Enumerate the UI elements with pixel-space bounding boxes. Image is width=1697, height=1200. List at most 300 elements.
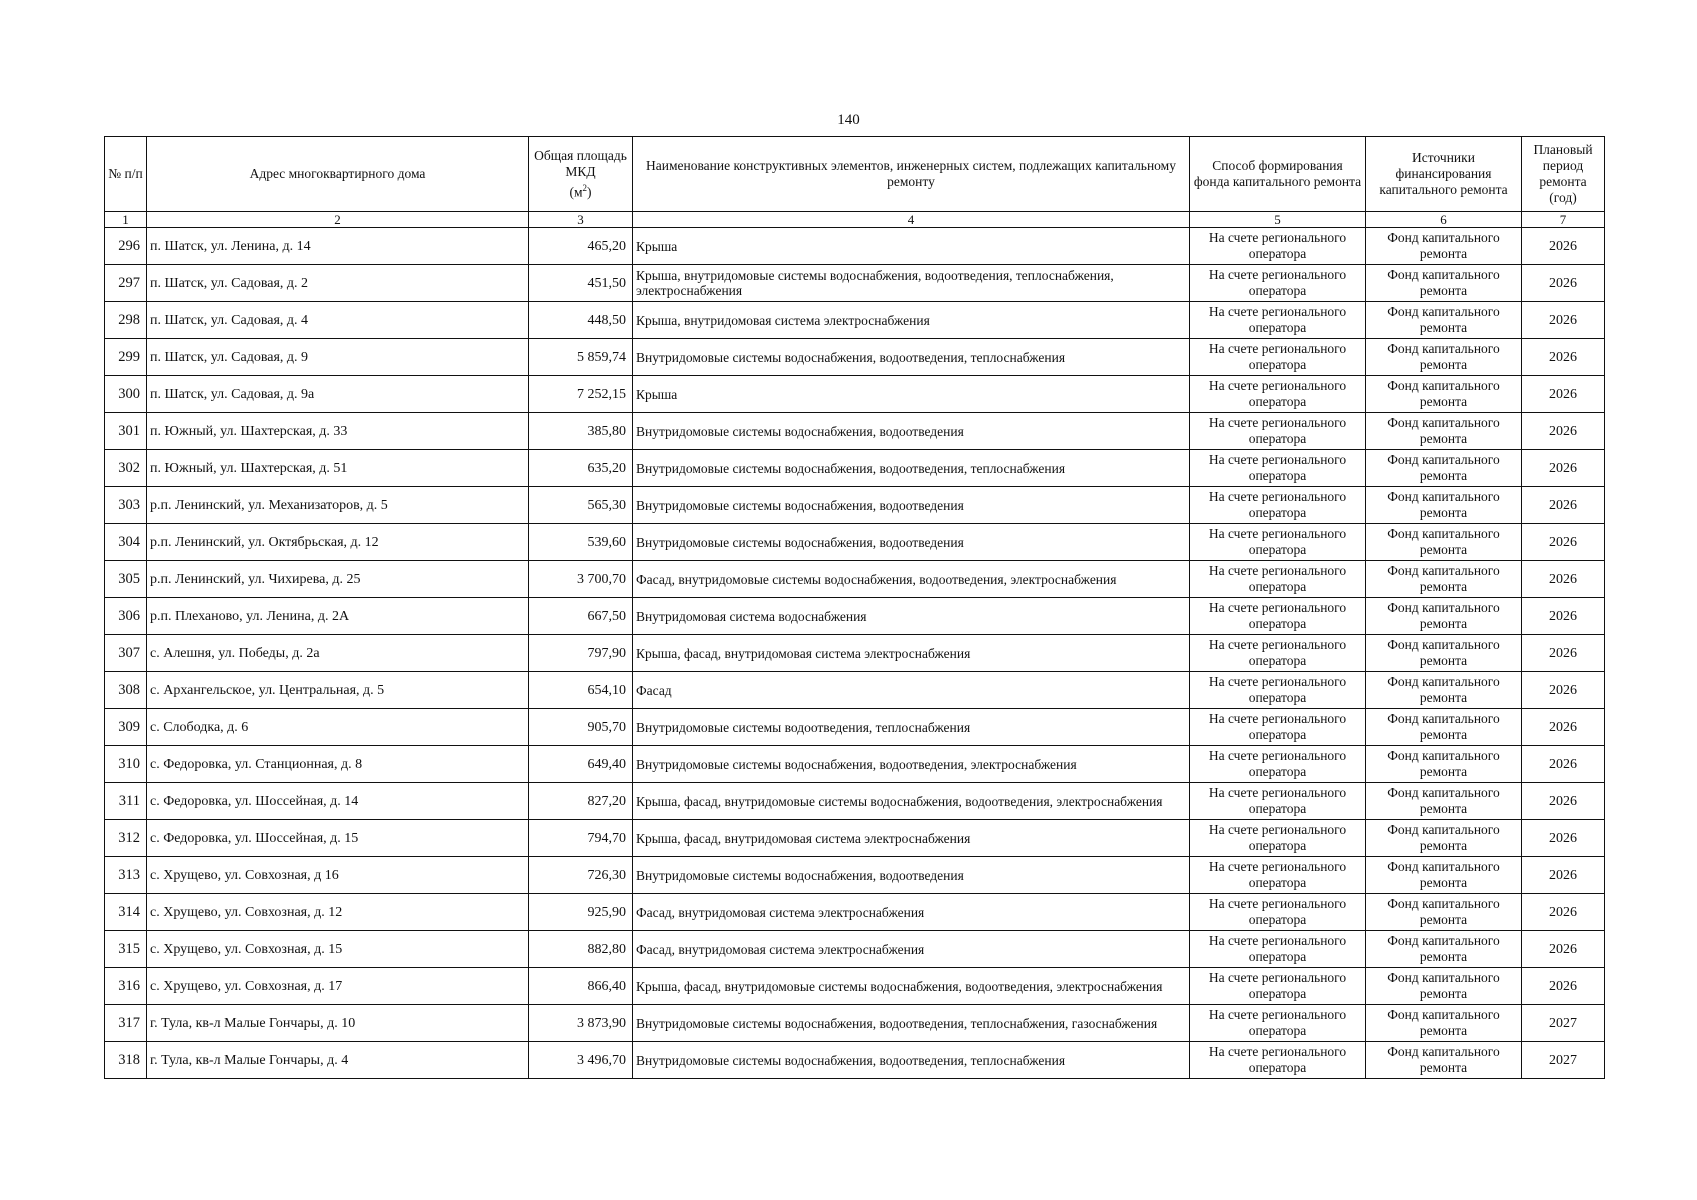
row-method (1190, 931, 1366, 968)
row-year: 2026 (1522, 561, 1605, 598)
row-source-line1: Фонд капитального (1387, 785, 1500, 800)
row-source-line2: ремонта (1419, 838, 1468, 853)
row-source-line2: ремонта (1419, 653, 1468, 668)
header-source: Источники финансирования капитального ремонта (1366, 137, 1522, 212)
column-number: 7 (1522, 212, 1605, 228)
table-row (105, 561, 1605, 598)
row-address: с. Хрущево, ул. Совхозная, д 16 (147, 857, 529, 894)
row-source-line1: Фонд капитального (1387, 526, 1500, 541)
row-elements: Фасад, внутридомовая система электроснабжения (633, 931, 1190, 968)
row-elements: Внутридомовые системы водоснабжения, водоотведения (633, 413, 1190, 450)
row-source-line1: Фонд капитального (1387, 415, 1500, 430)
row-source-line2: ремонта (1419, 394, 1468, 409)
row-number: 308 (105, 672, 147, 709)
row-method-line2: оператора (1248, 616, 1307, 631)
row-source (1366, 339, 1522, 376)
table-header (105, 137, 1605, 228)
row-method (1190, 635, 1366, 672)
row-source (1366, 413, 1522, 450)
row-source-line1: Фонд капитального (1387, 230, 1500, 245)
row-source-line1: Фонд капитального (1387, 563, 1500, 578)
table-row (105, 894, 1605, 931)
row-area: 565,30 (529, 487, 633, 524)
table-row (105, 635, 1605, 672)
row-number: 300 (105, 376, 147, 413)
row-address: р.п. Ленинский, ул. Механизаторов, д. 5 (147, 487, 529, 524)
row-method-line1: На счете регионального (1208, 1044, 1347, 1059)
row-area: 866,40 (529, 968, 633, 1005)
row-number: 307 (105, 635, 147, 672)
row-method-line1: На счете регионального (1208, 378, 1347, 393)
row-year: 2026 (1522, 376, 1605, 413)
row-source-line2: ремонта (1419, 727, 1468, 742)
row-method-line1: На счете регионального (1208, 896, 1347, 911)
row-source-line1: Фонд капитального (1387, 896, 1500, 911)
header-area-unit-base: (м (569, 184, 583, 200)
page-number: 140 (837, 112, 860, 128)
row-method (1190, 709, 1366, 746)
row-method-line1: На счете регионального (1208, 600, 1347, 615)
row-number: 317 (105, 1005, 147, 1042)
row-area: 385,80 (529, 413, 633, 450)
row-method-line1: На счете регионального (1208, 230, 1347, 245)
row-number: 299 (105, 339, 147, 376)
row-number: 313 (105, 857, 147, 894)
row-year: 2026 (1522, 413, 1605, 450)
row-elements: Внутридомовая система водоснабжения (633, 598, 1190, 635)
row-year: 2026 (1522, 931, 1605, 968)
header-method: Способ формирования фонда капитального ремонта (1190, 137, 1366, 212)
table-row (105, 1005, 1605, 1042)
row-address: п. Южный, ул. Шахтерская, д. 33 (147, 413, 529, 450)
row-method-line1: На счете регионального (1208, 1007, 1347, 1022)
row-source-line1: Фонд капитального (1387, 637, 1500, 652)
row-method-line1: На счете регионального (1208, 822, 1347, 837)
row-source-line2: ремонта (1419, 1060, 1468, 1075)
row-method-line1: На счете регионального (1208, 563, 1347, 578)
row-source-line2: ремонта (1419, 579, 1468, 594)
header-area-unit-sup: 2 (582, 182, 588, 193)
row-method (1190, 265, 1366, 302)
row-year: 2027 (1522, 1042, 1605, 1079)
row-year: 2026 (1522, 968, 1605, 1005)
row-address: р.п. Ленинский, ул. Октябрьская, д. 12 (147, 524, 529, 561)
row-method-line2: оператора (1248, 1023, 1307, 1038)
row-method (1190, 672, 1366, 709)
row-method (1190, 561, 1366, 598)
row-address: г. Тула, кв-л Малые Гончары, д. 10 (147, 1005, 529, 1042)
row-address: с. Архангельское, ул. Центральная, д. 5 (147, 672, 529, 709)
row-address: п. Шатск, ул. Садовая, д. 4 (147, 302, 529, 339)
row-year: 2026 (1522, 820, 1605, 857)
column-number: 3 (529, 212, 633, 228)
row-source (1366, 931, 1522, 968)
row-method-line1: На счете регионального (1208, 748, 1347, 763)
row-area: 827,20 (529, 783, 633, 820)
row-source-line2: ремонта (1419, 357, 1468, 372)
row-number: 302 (105, 450, 147, 487)
row-area: 7 252,15 (529, 376, 633, 413)
row-method-line2: оператора (1248, 912, 1307, 927)
table-row (105, 228, 1605, 265)
row-method (1190, 413, 1366, 450)
row-elements: Крыша, фасад, внутридомовая система электроснабжения (633, 820, 1190, 857)
column-number: 2 (147, 212, 529, 228)
row-elements: Крыша, фасад, внутридомовые системы водоснабжения, водоотведения, электроснабжения (633, 783, 1190, 820)
row-method-line2: оператора (1248, 838, 1307, 853)
row-method (1190, 376, 1366, 413)
row-year: 2026 (1522, 894, 1605, 931)
row-address: р.п. Плеханово, ул. Ленина, д. 2А (147, 598, 529, 635)
row-source-line1: Фонд капитального (1387, 933, 1500, 948)
row-address: с. Федоровка, ул. Станционная, д. 8 (147, 746, 529, 783)
column-number: 1 (105, 212, 147, 228)
row-number: 297 (105, 265, 147, 302)
row-source (1366, 228, 1522, 265)
row-method (1190, 857, 1366, 894)
row-year: 2026 (1522, 746, 1605, 783)
row-year: 2026 (1522, 857, 1605, 894)
row-method (1190, 450, 1366, 487)
table-row (105, 487, 1605, 524)
row-number: 305 (105, 561, 147, 598)
row-method (1190, 524, 1366, 561)
table-row (105, 709, 1605, 746)
row-elements: Внутридомовые системы водоснабжения, водоотведения (633, 857, 1190, 894)
column-number: 4 (633, 212, 1190, 228)
table-row (105, 1042, 1605, 1079)
row-method (1190, 339, 1366, 376)
row-address: с. Федоровка, ул. Шоссейная, д. 14 (147, 783, 529, 820)
row-area: 794,70 (529, 820, 633, 857)
row-address: п. Шатск, ул. Садовая, д. 9 (147, 339, 529, 376)
row-method (1190, 783, 1366, 820)
row-address: с. Хрущево, ул. Совхозная, д. 12 (147, 894, 529, 931)
row-source (1366, 820, 1522, 857)
row-method-line2: оператора (1248, 727, 1307, 742)
row-area: 3 873,90 (529, 1005, 633, 1042)
row-year: 2026 (1522, 635, 1605, 672)
row-method (1190, 302, 1366, 339)
row-source-line1: Фонд капитального (1387, 859, 1500, 874)
row-area: 654,10 (529, 672, 633, 709)
row-method-line1: На счете регионального (1208, 267, 1347, 282)
row-address: п. Шатск, ул. Ленина, д. 14 (147, 228, 529, 265)
row-address: п. Шатск, ул. Садовая, д. 2 (147, 265, 529, 302)
row-area: 465,20 (529, 228, 633, 265)
table-body (105, 228, 1605, 1079)
table-row (105, 339, 1605, 376)
row-number: 303 (105, 487, 147, 524)
row-area: 539,60 (529, 524, 633, 561)
row-elements: Внутридомовые системы водоснабжения, водоотведения (633, 524, 1190, 561)
row-method (1190, 598, 1366, 635)
row-area: 882,80 (529, 931, 633, 968)
row-source-line2: ремонта (1419, 431, 1468, 446)
table-row (105, 746, 1605, 783)
row-address: с. Слободка, д. 6 (147, 709, 529, 746)
row-source-line2: ремонта (1419, 246, 1468, 261)
row-source (1366, 709, 1522, 746)
row-method-line1: На счете регионального (1208, 637, 1347, 652)
row-method-line1: На счете регионального (1208, 452, 1347, 467)
row-method-line1: На счете регионального (1208, 859, 1347, 874)
row-number: 304 (105, 524, 147, 561)
row-source (1366, 598, 1522, 635)
row-source (1366, 635, 1522, 672)
row-source-line2: ремонта (1419, 949, 1468, 964)
row-source (1366, 450, 1522, 487)
row-source-line1: Фонд капитального (1387, 748, 1500, 763)
table-row (105, 783, 1605, 820)
row-year: 2026 (1522, 228, 1605, 265)
row-source-line2: ремонта (1419, 1023, 1468, 1038)
header-period: Плановый период ремонта (год) (1522, 137, 1605, 212)
row-elements: Внутридомовые системы водоснабжения, водоотведения, теплоснабжения, газоснабжения (633, 1005, 1190, 1042)
row-year: 2026 (1522, 524, 1605, 561)
table-row (105, 820, 1605, 857)
row-year: 2026 (1522, 265, 1605, 302)
row-method-line2: оператора (1248, 875, 1307, 890)
row-source-line1: Фонд капитального (1387, 341, 1500, 356)
row-method (1190, 894, 1366, 931)
repair-schedule-table (104, 136, 1605, 1079)
row-year: 2026 (1522, 339, 1605, 376)
row-source (1366, 672, 1522, 709)
row-method-line2: оператора (1248, 468, 1307, 483)
row-elements: Внутридомовые системы водоснабжения, водоотведения, теплоснабжения (633, 1042, 1190, 1079)
row-source-line2: ремонта (1419, 690, 1468, 705)
row-method (1190, 1042, 1366, 1079)
table-row (105, 413, 1605, 450)
row-address: п. Шатск, ул. Садовая, д. 9а (147, 376, 529, 413)
row-method-line2: оператора (1248, 542, 1307, 557)
row-number: 298 (105, 302, 147, 339)
row-number: 296 (105, 228, 147, 265)
row-source-line2: ремонта (1419, 875, 1468, 890)
row-area: 635,20 (529, 450, 633, 487)
row-method-line2: оператора (1248, 431, 1307, 446)
row-number: 316 (105, 968, 147, 1005)
header-row (105, 137, 1605, 212)
row-year: 2026 (1522, 598, 1605, 635)
row-number: 301 (105, 413, 147, 450)
row-method-line1: На счете регионального (1208, 933, 1347, 948)
row-year: 2026 (1522, 709, 1605, 746)
row-source-line2: ремонта (1419, 764, 1468, 779)
row-source (1366, 1042, 1522, 1079)
row-source-line2: ремонта (1419, 505, 1468, 520)
header-area (529, 137, 633, 212)
row-source (1366, 561, 1522, 598)
row-method-line2: оператора (1248, 653, 1307, 668)
row-elements: Фасад, внутридомовые системы водоснабжения, водоотведения, электроснабжения (633, 561, 1190, 598)
row-number: 306 (105, 598, 147, 635)
row-method-line2: оператора (1248, 320, 1307, 335)
table-row (105, 376, 1605, 413)
row-source (1366, 746, 1522, 783)
row-area: 5 859,74 (529, 339, 633, 376)
row-year: 2026 (1522, 783, 1605, 820)
row-source-line2: ремонта (1419, 468, 1468, 483)
row-method-line1: На счете регионального (1208, 970, 1347, 985)
row-elements: Крыша (633, 228, 1190, 265)
row-address: р.п. Ленинский, ул. Чихирева, д. 25 (147, 561, 529, 598)
row-source (1366, 265, 1522, 302)
row-address: г. Тула, кв-л Малые Гончары, д. 4 (147, 1042, 529, 1079)
row-source-line2: ремонта (1419, 986, 1468, 1001)
row-elements: Крыша, внутридомовая система электроснабжения (633, 302, 1190, 339)
row-method-line2: оператора (1248, 801, 1307, 816)
row-source (1366, 376, 1522, 413)
row-source-line2: ремонта (1419, 283, 1468, 298)
row-method-line1: На счете регионального (1208, 674, 1347, 689)
row-source-line2: ремонта (1419, 912, 1468, 927)
row-elements: Крыша (633, 376, 1190, 413)
row-elements: Крыша, внутридомовые системы водоснабжения, водоотведения, теплоснабжения, электроснабжения (633, 265, 1190, 302)
row-source (1366, 857, 1522, 894)
row-method (1190, 968, 1366, 1005)
row-source-line1: Фонд капитального (1387, 452, 1500, 467)
row-method-line1: На счете регионального (1208, 785, 1347, 800)
row-area: 3 496,70 (529, 1042, 633, 1079)
row-method-line1: На счете регионального (1208, 489, 1347, 504)
row-year: 2026 (1522, 672, 1605, 709)
row-elements: Фасад (633, 672, 1190, 709)
row-source-line1: Фонд капитального (1387, 600, 1500, 615)
row-source (1366, 1005, 1522, 1042)
header-area-unit-close: ) (587, 184, 592, 200)
column-number: 5 (1190, 212, 1366, 228)
row-area: 797,90 (529, 635, 633, 672)
row-source-line2: ремонта (1419, 320, 1468, 335)
row-method-line2: оператора (1248, 283, 1307, 298)
row-address: с. Федоровка, ул. Шоссейная, д. 15 (147, 820, 529, 857)
header-area-label: Общая площадь МКД (534, 147, 627, 179)
row-area: 649,40 (529, 746, 633, 783)
row-year: 2026 (1522, 487, 1605, 524)
row-source-line1: Фонд капитального (1387, 378, 1500, 393)
table-row (105, 598, 1605, 635)
row-elements: Крыша, фасад, внутридомовая система электроснабжения (633, 635, 1190, 672)
row-source-line2: ремонта (1419, 801, 1468, 816)
row-elements: Фасад, внутридомовая система электроснабжения (633, 894, 1190, 931)
row-number: 311 (105, 783, 147, 820)
row-elements: Внутридомовые системы водоотведения, теплоснабжения (633, 709, 1190, 746)
row-year: 2026 (1522, 302, 1605, 339)
row-method-line1: На счете регионального (1208, 341, 1347, 356)
row-source-line1: Фонд капитального (1387, 970, 1500, 985)
row-address: с. Хрущево, ул. Совхозная, д. 15 (147, 931, 529, 968)
row-number: 309 (105, 709, 147, 746)
table-row (105, 302, 1605, 339)
row-area: 726,30 (529, 857, 633, 894)
row-elements: Крыша, фасад, внутридомовые системы водоснабжения, водоотведения, электроснабжения (633, 968, 1190, 1005)
row-method-line2: оператора (1248, 764, 1307, 779)
row-method-line2: оператора (1248, 949, 1307, 964)
row-source (1366, 783, 1522, 820)
row-method-line2: оператора (1248, 690, 1307, 705)
row-area: 667,50 (529, 598, 633, 635)
header-address: Адрес многоквартирного дома (147, 137, 529, 212)
row-area: 451,50 (529, 265, 633, 302)
row-number: 314 (105, 894, 147, 931)
row-method (1190, 1005, 1366, 1042)
row-source-line1: Фонд капитального (1387, 1007, 1500, 1022)
row-source-line1: Фонд капитального (1387, 822, 1500, 837)
row-elements: Внутридомовые системы водоснабжения, водоотведения (633, 487, 1190, 524)
row-method-line2: оператора (1248, 1060, 1307, 1075)
table-row (105, 265, 1605, 302)
row-method-line1: На счете регионального (1208, 415, 1347, 430)
row-method-line2: оператора (1248, 579, 1307, 594)
row-year: 2026 (1522, 450, 1605, 487)
table-row (105, 857, 1605, 894)
row-year: 2027 (1522, 1005, 1605, 1042)
header-elements: Наименование конструктивных элементов, инженерных систем, подлежащих капитальному ремонту (633, 137, 1190, 212)
table-row (105, 524, 1605, 561)
row-method-line2: оператора (1248, 394, 1307, 409)
row-number: 318 (105, 1042, 147, 1079)
row-method-line1: На счете регионального (1208, 526, 1347, 541)
row-number: 310 (105, 746, 147, 783)
row-source-line1: Фонд капитального (1387, 674, 1500, 689)
row-area: 448,50 (529, 302, 633, 339)
row-source-line1: Фонд капитального (1387, 1044, 1500, 1059)
row-source-line1: Фонд капитального (1387, 711, 1500, 726)
row-method-line2: оператора (1248, 505, 1307, 520)
row-area: 905,70 (529, 709, 633, 746)
row-source (1366, 302, 1522, 339)
row-area: 3 700,70 (529, 561, 633, 598)
row-number: 312 (105, 820, 147, 857)
row-source-line2: ремонта (1419, 616, 1468, 631)
row-source (1366, 524, 1522, 561)
table-row (105, 931, 1605, 968)
row-method-line2: оператора (1248, 357, 1307, 372)
table-row (105, 450, 1605, 487)
row-source-line1: Фонд капитального (1387, 304, 1500, 319)
table-row (105, 672, 1605, 709)
row-method (1190, 746, 1366, 783)
row-number: 315 (105, 931, 147, 968)
row-method-line2: оператора (1248, 246, 1307, 261)
row-method (1190, 228, 1366, 265)
row-method-line1: На счете регионального (1208, 304, 1347, 319)
row-source (1366, 968, 1522, 1005)
row-area: 925,90 (529, 894, 633, 931)
row-source-line1: Фонд капитального (1387, 489, 1500, 504)
row-source (1366, 487, 1522, 524)
row-method-line2: оператора (1248, 986, 1307, 1001)
row-source-line2: ремонта (1419, 542, 1468, 557)
row-method (1190, 820, 1366, 857)
row-elements: Внутридомовые системы водоснабжения, водоотведения, электроснабжения (633, 746, 1190, 783)
row-address: с. Алешня, ул. Победы, д. 2а (147, 635, 529, 672)
header-num: № п/п (105, 137, 147, 212)
row-elements: Внутридомовые системы водоснабжения, водоотведения, теплоснабжения (633, 450, 1190, 487)
column-number: 6 (1366, 212, 1522, 228)
row-source-line1: Фонд капитального (1387, 267, 1500, 282)
column-number-row (105, 212, 1605, 228)
row-method-line1: На счете регионального (1208, 711, 1347, 726)
row-address: п. Южный, ул. Шахтерская, д. 51 (147, 450, 529, 487)
row-address: с. Хрущево, ул. Совхозная, д. 17 (147, 968, 529, 1005)
row-source (1366, 894, 1522, 931)
table-row (105, 968, 1605, 1005)
row-elements: Внутридомовые системы водоснабжения, водоотведения, теплоснабжения (633, 339, 1190, 376)
row-method (1190, 487, 1366, 524)
